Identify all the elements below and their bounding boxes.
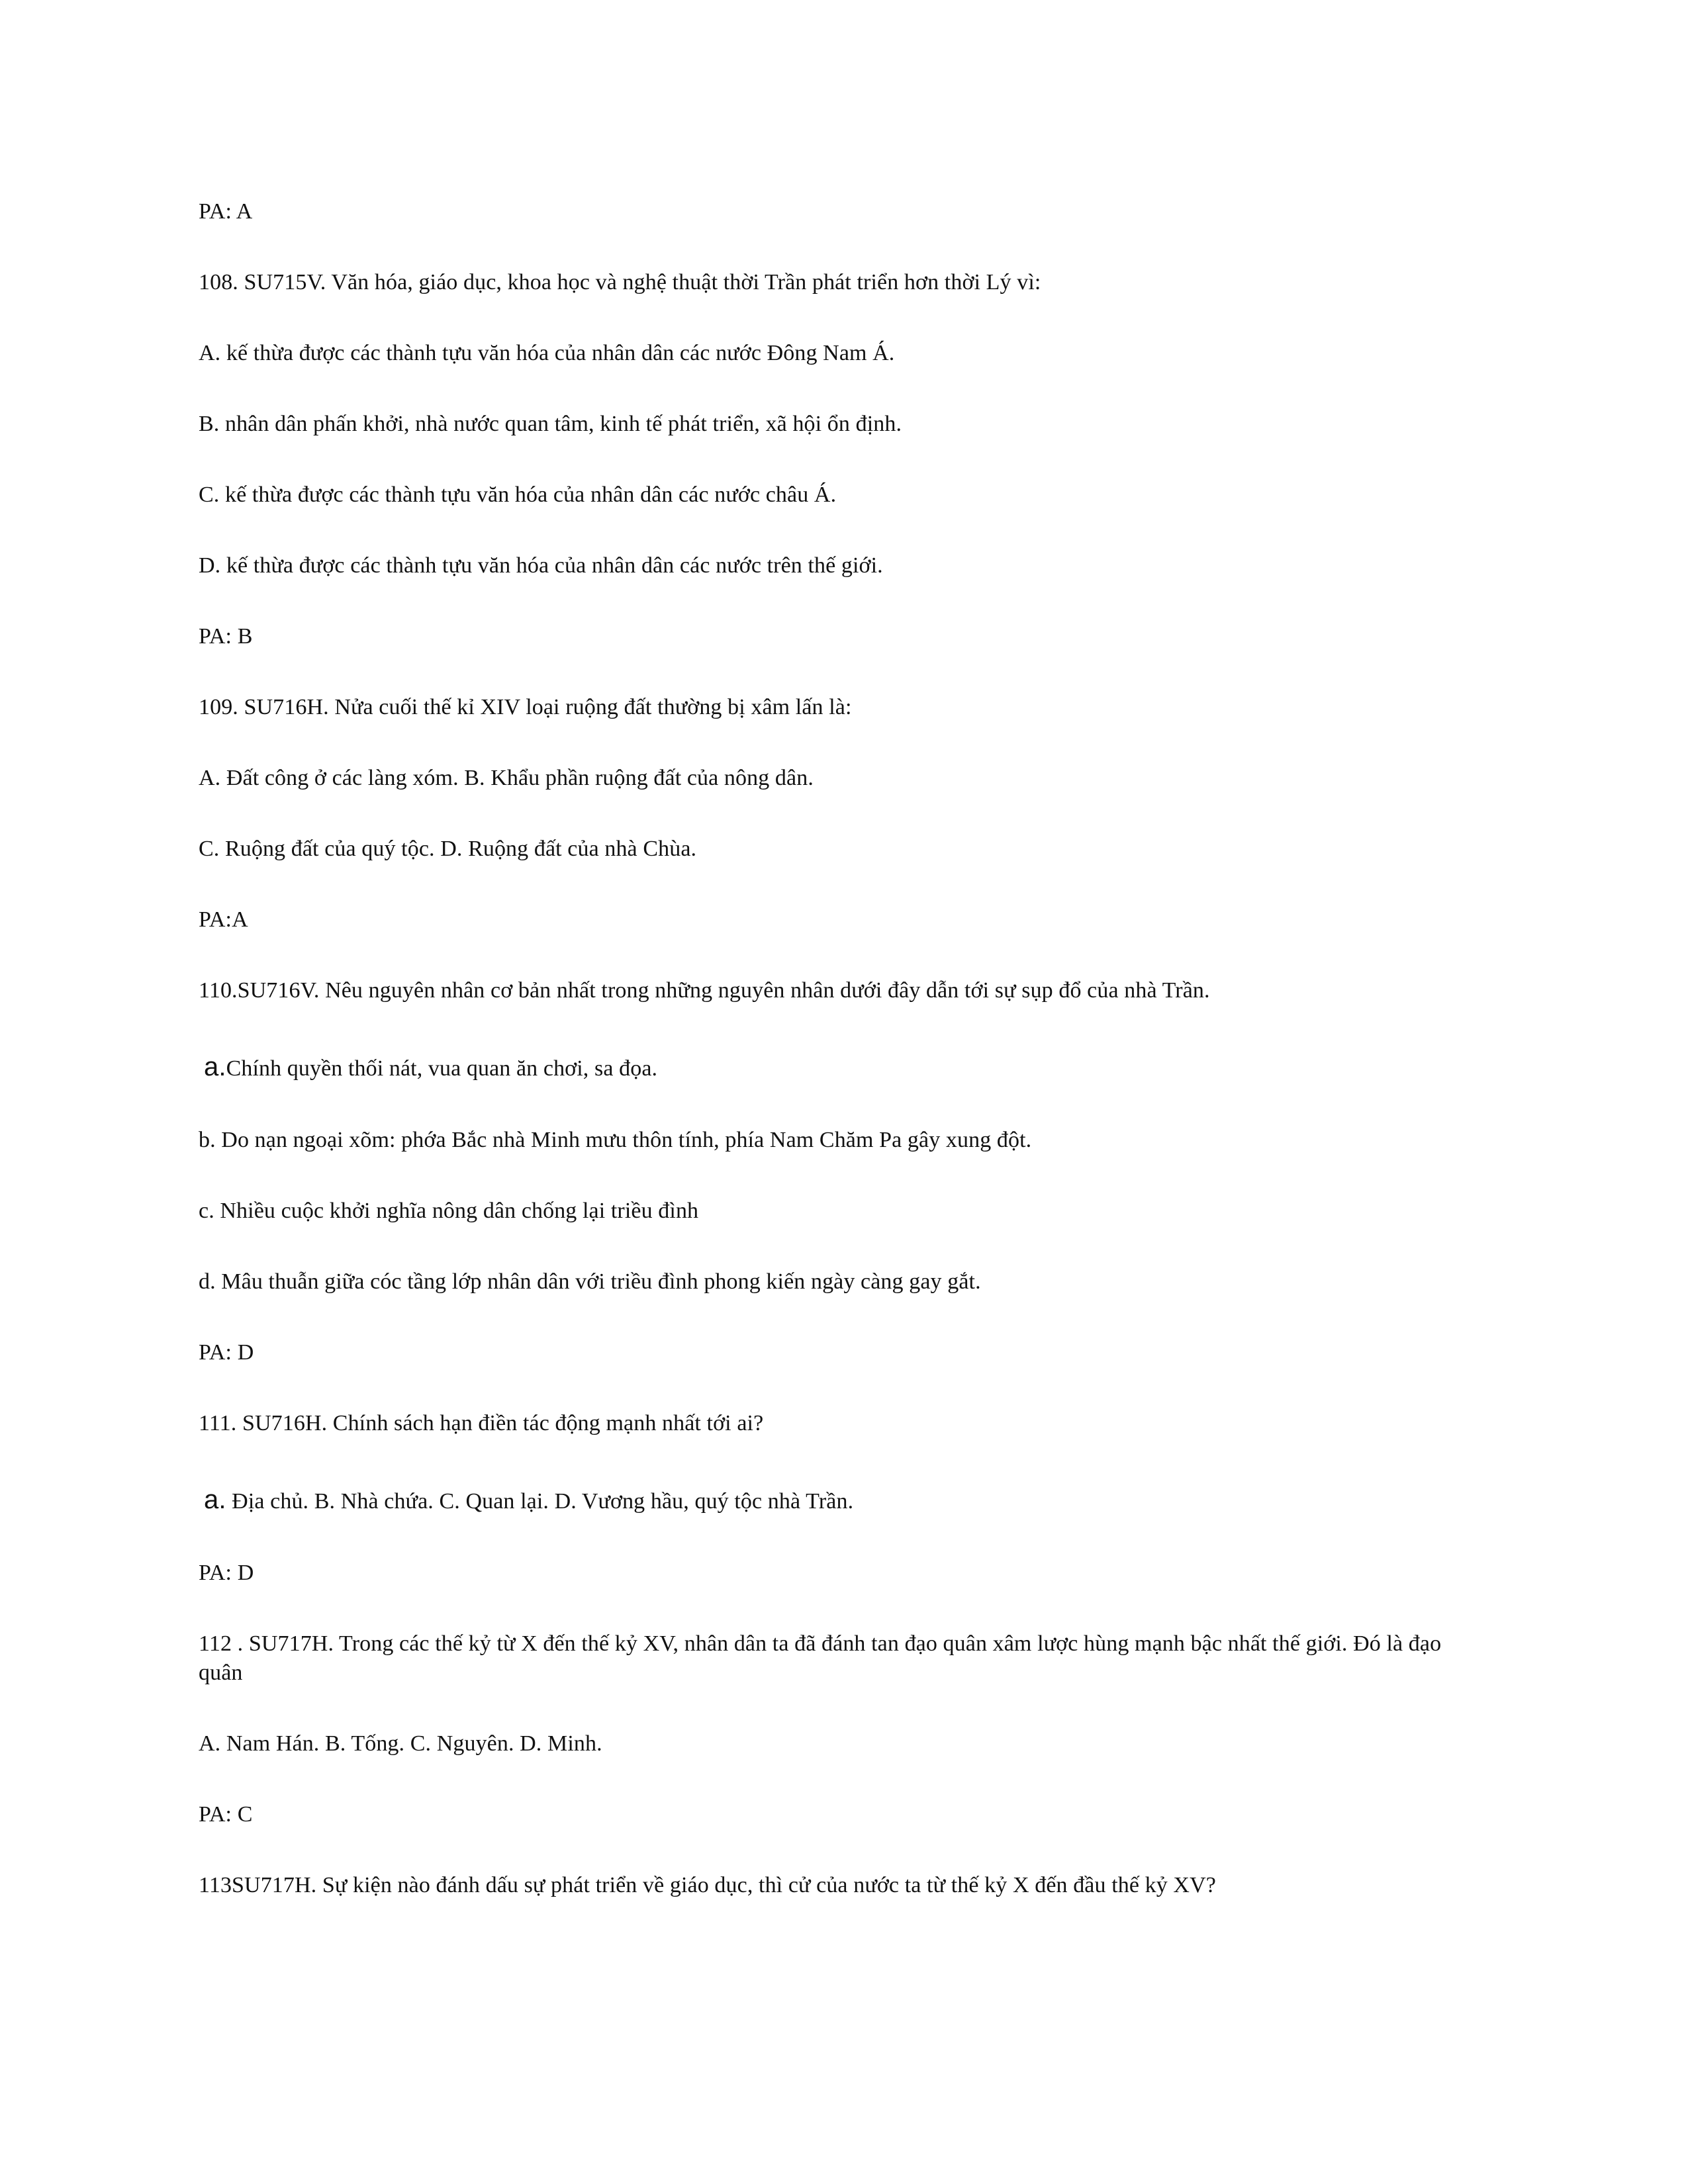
question-110: 110.SU716V. Nêu nguyên nhân cơ bản nhất trong những nguyên nhân dưới đây dẫn tới sự sụp đổ của nhà Trần. <box>199 978 1210 1003</box>
question-112: 112 . SU717H. Trong các thế kỷ từ X đến thế kỷ XV, nhân dân ta đã đánh tan đạo quân xâm lược hùng mạnh bậc nhất thế giới. Đó là đạo quân <box>199 1631 1442 1685</box>
question-108-option-b: B. nhân dân phấn khởi, nhà nước quan tâm, kinh tế phát triển, xã hội ổn định. <box>199 412 902 436</box>
question-112-options: A. Nam Hán. B. Tống. C. Nguyên. D. Minh. <box>199 1731 602 1756</box>
option-a-label: a. <box>204 1485 226 1514</box>
answer-111: PA: D <box>199 1561 254 1585</box>
answer-112: PA: C <box>199 1802 253 1827</box>
option-a-label: a. <box>204 1052 226 1081</box>
question-110-option-a <box>204 1052 657 1083</box>
answer-109: PA:A <box>199 907 248 932</box>
question-108-option-d: D. kế thừa được các thành tựu văn hóa của nhân dân các nước trên thế giới. <box>199 553 883 578</box>
question-110-option-d: d. Mâu thuẫn giữa cóc tầng lớp nhân dân với triều đình phong kiến ngày càng gay gắt. <box>199 1269 981 1294</box>
option-a-text: Chính quyền thối nát, vua quan ăn chơi, sa đọa. <box>226 1056 658 1081</box>
answer-110: PA: D <box>199 1340 254 1365</box>
question-113: 113SU717H. Sự kiện nào đánh dấu sự phát triển về giáo dục, thì cử của nước ta từ thế kỷ X đến đầu thế kỷ XV? <box>199 1873 1216 1897</box>
question-111: 111. SU716H. Chính sách hạn điền tác động mạnh nhất tới ai? <box>199 1411 764 1435</box>
question-111-options <box>204 1485 853 1516</box>
question-108: 108. SU715V. Văn hóa, giáo dục, khoa học và nghệ thuật thời Trần phát triển hơn thời Lý vì: <box>199 270 1041 295</box>
question-110-option-c: c. Nhiều cuộc khởi nghĩa nông dân chống lại triều đình <box>199 1199 699 1223</box>
question-109-options-ab: A. Đất công ở các làng xóm. B. Khẩu phần ruộng đất của nông dân. <box>199 766 814 790</box>
answer-107: PA: A <box>199 199 253 224</box>
question-109: 109. SU716H. Nửa cuối thế kỉ XIV loại ruộng đất thường bị xâm lấn là: <box>199 695 852 719</box>
question-109-options-cd: C. Ruộng đất của quý tộc. D. Ruộng đất của nhà Chùa. <box>199 837 697 861</box>
question-108-option-a: A. kế thừa được các thành tựu văn hóa của nhân dân các nước Đông Nam Á. <box>199 341 895 365</box>
options-text: Địa chủ. B. Nhà chứa. C. Quan lại. D. Vương hầu, quý tộc nhà Trần. <box>226 1489 854 1514</box>
question-110-option-b: b. Do nạn ngoại xõm: phớa Bắc nhà Minh mưu thôn tính, phía Nam Chăm Pa gây xung đột. <box>199 1128 1032 1152</box>
question-108-option-c: C. kế thừa được các thành tựu văn hóa của nhân dân các nước châu Á. <box>199 482 837 507</box>
answer-108: PA: B <box>199 624 253 649</box>
